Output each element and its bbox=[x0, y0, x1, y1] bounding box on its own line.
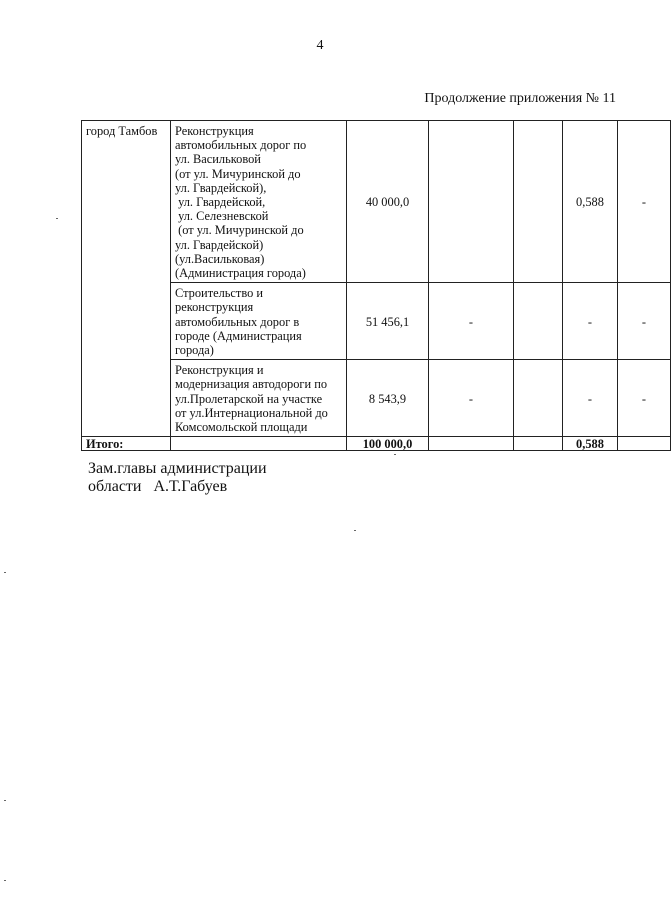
appendix-caption: Продолжение приложения № 11 bbox=[424, 91, 616, 106]
value-cell-c: - bbox=[563, 360, 618, 437]
description-line: автомобильных дорог по bbox=[175, 138, 307, 153]
value-cell-a bbox=[429, 121, 514, 283]
total-label: Итого: bbox=[82, 437, 171, 451]
total-description-cell bbox=[171, 437, 347, 451]
description-line: (ул.Васильковая) bbox=[175, 251, 265, 266]
description-line: городе (Администрация bbox=[175, 328, 302, 343]
value-cell-a: - bbox=[429, 283, 514, 360]
value-cell-c: 0,588 bbox=[563, 121, 618, 283]
description-line: Строительство и bbox=[175, 286, 264, 301]
total-cell-b bbox=[514, 437, 563, 451]
amount-cell: 51 456,1 bbox=[347, 283, 429, 360]
scan-speck bbox=[4, 880, 6, 881]
scan-speck bbox=[394, 454, 396, 455]
description-line: ул.Пролетарской на участке bbox=[175, 391, 323, 406]
scan-speck bbox=[354, 530, 356, 531]
value-cell-a: - bbox=[429, 360, 514, 437]
value-cell-b bbox=[514, 360, 563, 437]
city-cell: город Тамбов bbox=[82, 121, 171, 437]
description-line: ул. Гвардейской) bbox=[175, 237, 264, 252]
signature-name: области А.Т.Габуев bbox=[88, 478, 228, 495]
description-line: (от ул. Мичуринской до bbox=[175, 223, 304, 238]
description-cell bbox=[171, 283, 347, 360]
description-line: модернизация автодороги по bbox=[175, 377, 328, 392]
value-cell-b bbox=[514, 283, 563, 360]
description-line: Комсомольской площади bbox=[175, 420, 308, 435]
table-row bbox=[82, 360, 671, 437]
description-line: Реконструкция bbox=[175, 124, 254, 138]
value-cell-d: - bbox=[618, 283, 671, 360]
table-row bbox=[82, 121, 671, 283]
amount-cell: 8 543,9 bbox=[347, 360, 429, 437]
description-cell bbox=[171, 360, 347, 437]
signature-title: Зам.главы администрации bbox=[88, 460, 267, 477]
value-cell-c: - bbox=[563, 283, 618, 360]
description-line: (от ул. Мичуринской до bbox=[175, 166, 301, 181]
page-number: 4 bbox=[316, 38, 324, 53]
value-cell-d: - bbox=[618, 121, 671, 283]
amount-cell: 40 000,0 bbox=[347, 121, 429, 283]
description-cell bbox=[171, 121, 347, 283]
total-amount: 100 000,0 bbox=[347, 437, 429, 451]
description-line: ул. Гвардейской), bbox=[175, 180, 267, 195]
table-row bbox=[82, 283, 671, 360]
description-line: Реконструкция и bbox=[175, 363, 264, 378]
description-line: (Администрация города) bbox=[175, 266, 306, 281]
scan-speck bbox=[4, 572, 6, 573]
description-line: автомобильных дорог в bbox=[175, 314, 300, 329]
description-line: ул. Гвардейской, bbox=[175, 195, 266, 210]
description-line: города) bbox=[175, 343, 214, 358]
data-table bbox=[81, 120, 671, 451]
total-row bbox=[82, 437, 671, 451]
description-line: реконструкция bbox=[175, 300, 254, 315]
total-cell-a bbox=[429, 437, 514, 451]
value-cell-d: - bbox=[618, 360, 671, 437]
total-value-c: 0,588 bbox=[563, 437, 618, 451]
signature-block bbox=[88, 460, 267, 496]
value-cell-b bbox=[514, 121, 563, 283]
description-line: от ул.Интернациональной до bbox=[175, 405, 328, 420]
description-line: ул. Васильковой bbox=[175, 152, 261, 167]
scan-speck bbox=[56, 218, 58, 219]
scan-speck bbox=[4, 800, 6, 801]
total-cell-d bbox=[618, 437, 671, 451]
description-line: ул. Селезневской bbox=[175, 209, 269, 224]
